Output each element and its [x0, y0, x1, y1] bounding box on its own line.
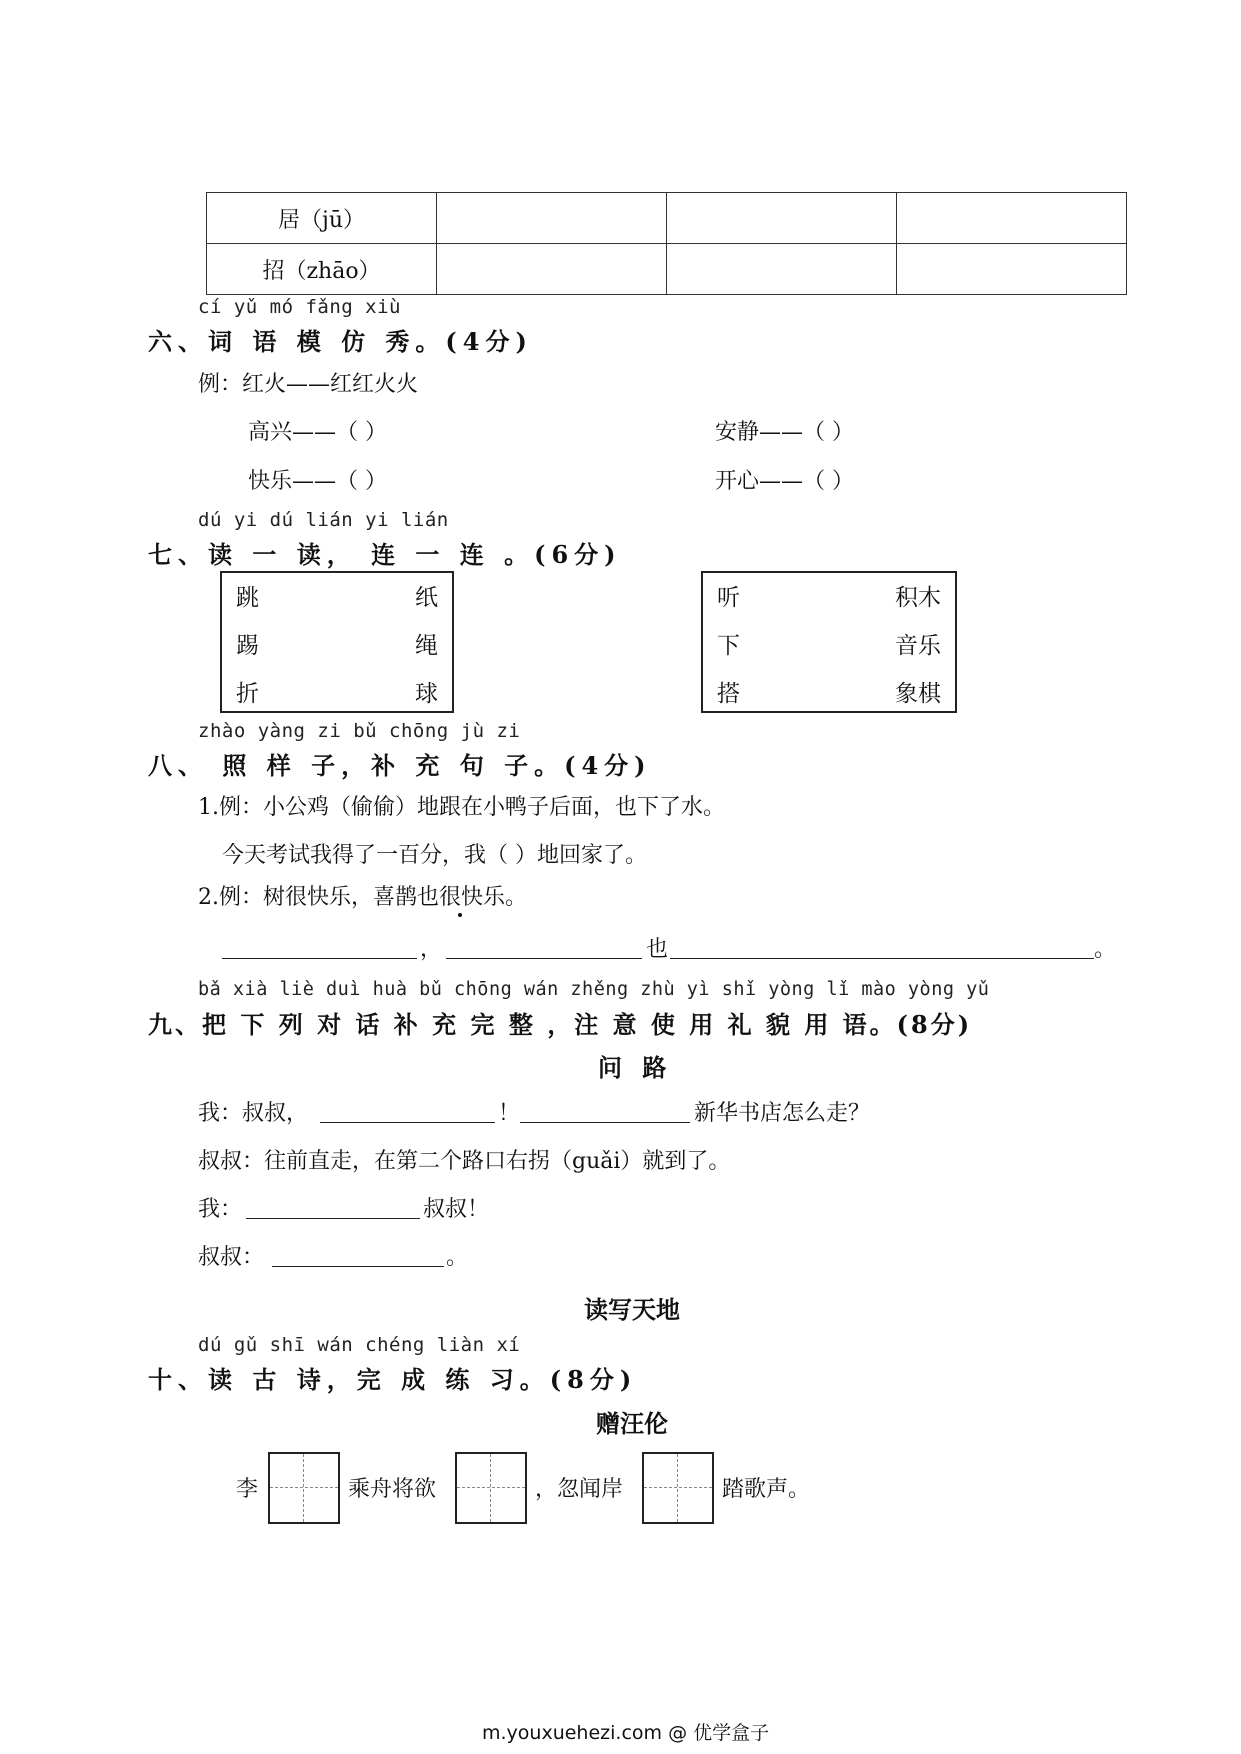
match-word: 跳 [236, 585, 259, 611]
s10-pinyin: dú gǔ shī wán chéng liàn xí [198, 1334, 521, 1356]
table-row [207, 193, 1127, 244]
answer-line[interactable] [446, 958, 642, 959]
match-word: 音乐 [895, 633, 941, 659]
s9-subtitle: 问 路 [598, 1053, 673, 1082]
section-title: 读写天地 [584, 1295, 680, 1324]
match-word: 折 [236, 681, 259, 707]
s6-item: 安静——（ ） [715, 420, 854, 445]
s9-pinyin: bǎ xià liè duì huà bǔ chōng wán zhěng zhù yì shǐ yòng lǐ mào yòng yǔ [198, 979, 990, 1000]
table-cell [437, 244, 667, 295]
poem-title: 赠汪伦 [596, 1409, 668, 1438]
footer-watermark: m.youxuehezi.com @ 优学盒子 [482, 1722, 770, 1744]
s10-title: 十、读 古 诗，完 成 练 习。(8分) [148, 1365, 638, 1394]
s8-fill1: 今天考试我得了一百分，我（ ）地回家了。 [222, 843, 647, 868]
dialogue-line-2: 叔叔：往前直走，在第二个路口右拐（guǎi）就到了。 [198, 1149, 731, 1174]
s6-pinyin: cí yǔ mó fǎng xiù [198, 296, 401, 318]
dialogue-line-3a: 我： [198, 1197, 243, 1222]
answer-line[interactable] [670, 958, 1094, 959]
s6-item: 高兴——（ ） [248, 420, 387, 445]
s8-pinyin: zhào yàng zi bǔ chōng jù zi [198, 720, 521, 742]
dialogue-line-1c: 新华书店怎么走？ [694, 1101, 871, 1126]
match-word: 搭 [717, 681, 740, 707]
answer-line[interactable] [520, 1122, 690, 1123]
poem-text: ，忽闻岸 [535, 1477, 624, 1502]
dialogue-line-4a: 叔叔： [198, 1245, 265, 1270]
s8-title: 八、 照 样 子，补 充 句 子。(4分) [148, 751, 652, 780]
match-box-left [220, 571, 454, 713]
writing-grid-cell[interactable] [268, 1452, 340, 1524]
table-cell [897, 244, 1127, 295]
character-table [206, 192, 1127, 295]
poem-text: 踏歌声。 [722, 1477, 811, 1502]
match-word: 积木 [895, 585, 941, 611]
s6-example: 例：红火——红红火火 [198, 372, 419, 397]
s7-title: 七、读 一 读， 连 一 连 。(6分) [148, 540, 622, 569]
period: 。 [1094, 937, 1117, 962]
dialogue-line-1a: 我：叔叔， [198, 1101, 309, 1126]
match-word: 球 [415, 681, 438, 707]
match-word: 下 [717, 633, 740, 659]
s6-item: 快乐——（ ） [248, 469, 387, 494]
match-word: 听 [717, 585, 740, 611]
match-word: 象棋 [895, 681, 941, 707]
answer-line[interactable] [272, 1266, 444, 1267]
table-cell [667, 193, 897, 244]
poem-text: 乘舟将欲 [348, 1477, 437, 1502]
dialogue-line-3b: 叔叔！ [423, 1197, 490, 1222]
s6-title: 六、词 语 模 仿 秀。(4分) [148, 327, 533, 356]
emphasis-dot [458, 913, 462, 917]
table-cell [437, 193, 667, 244]
dialogue-line-1b: ！ [498, 1101, 521, 1126]
match-word: 踢 [236, 633, 259, 659]
answer-line[interactable] [246, 1218, 420, 1219]
answer-line[interactable] [320, 1122, 495, 1123]
s8-example1: 1.例：小公鸡（偷偷）地跟在小鸭子后面，也下了水。 [198, 795, 725, 820]
comma: ， [420, 937, 443, 962]
table-cell-char: 招（zhāo） [207, 244, 437, 295]
match-word: 纸 [415, 585, 438, 611]
s6-item: 开心——（ ） [715, 469, 854, 494]
table-cell [667, 244, 897, 295]
match-word: 绳 [415, 633, 438, 659]
table-row [207, 244, 1127, 295]
table-cell [897, 193, 1127, 244]
writing-grid-cell[interactable] [642, 1452, 714, 1524]
poem-text: 李 [236, 1477, 259, 1502]
s7-pinyin: dú yi dú lián yi lián [198, 509, 449, 531]
writing-grid-cell[interactable] [455, 1452, 527, 1524]
s9-title: 九、把 下 列 对 话 补 充 完 整 ，注 意 使 用 礼 貌 用 语。(8分) [148, 1010, 973, 1039]
match-box-right [701, 571, 957, 713]
table-cell-char: 居（jū） [207, 193, 437, 244]
answer-line[interactable] [222, 958, 417, 959]
s8-example2: 2.例：树很快乐，喜鹊也很快乐。 [198, 885, 527, 910]
dialogue-line-4b: 。 [446, 1245, 469, 1270]
ye-char: 也 [646, 937, 669, 962]
